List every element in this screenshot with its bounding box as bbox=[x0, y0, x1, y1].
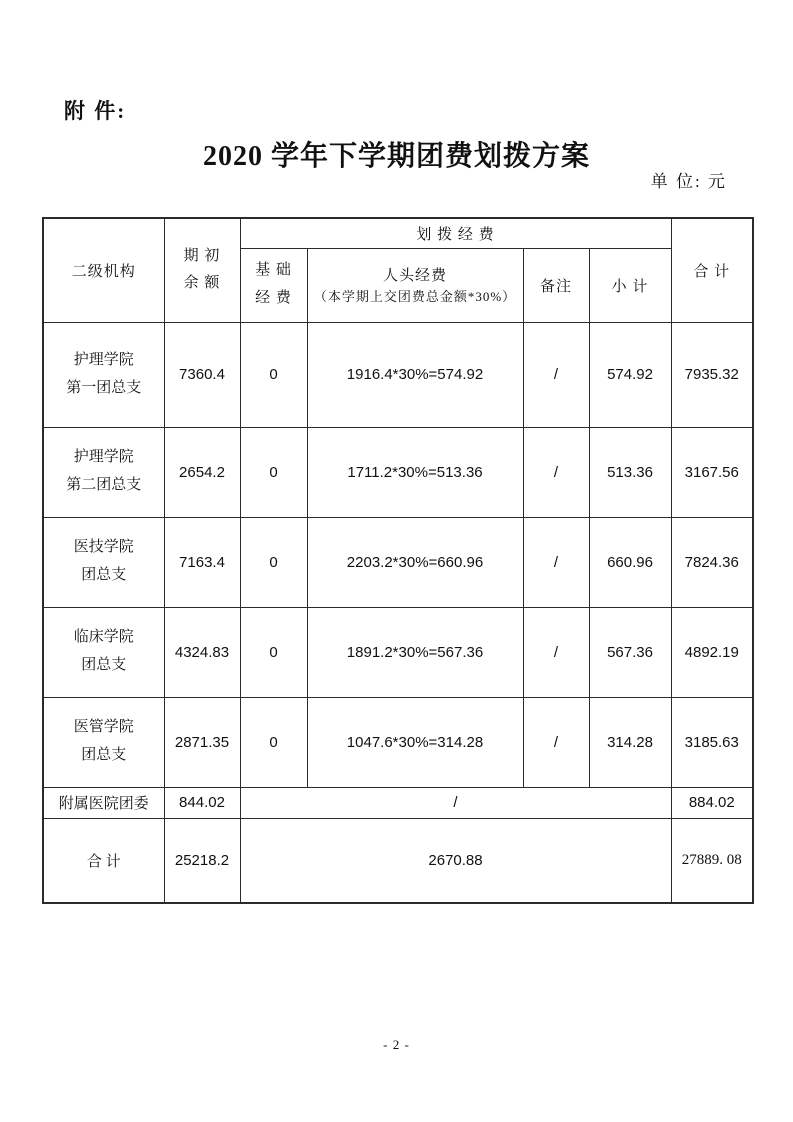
allocated-merged-cell: / bbox=[240, 787, 671, 818]
total-cell: 7824.36 bbox=[671, 517, 753, 607]
header-per-capita-funds bbox=[307, 248, 523, 322]
opening-balance-cell: 2654.2 bbox=[164, 427, 240, 517]
opening-balance-cell: 7360.4 bbox=[164, 322, 240, 427]
total-cell: 4892.19 bbox=[671, 607, 753, 697]
basic-funds-cell: 0 bbox=[240, 427, 307, 517]
opening-balance-cell: 25218.2 bbox=[164, 818, 240, 903]
remarks-cell: / bbox=[523, 322, 589, 427]
total-cell: 27889. 08 bbox=[671, 818, 753, 903]
org-cell bbox=[43, 607, 164, 697]
per-capita-cell: 1711.2*30%=513.36 bbox=[307, 427, 523, 517]
basic-funds-cell: 0 bbox=[240, 517, 307, 607]
remarks-cell: / bbox=[523, 427, 589, 517]
remarks-cell: / bbox=[523, 697, 589, 787]
table-row bbox=[43, 517, 753, 607]
per-capita-cell: 1891.2*30%=567.36 bbox=[307, 607, 523, 697]
header-grand-total: 合 计 bbox=[671, 218, 753, 322]
allocated-merged-cell: 2670.88 bbox=[240, 818, 671, 903]
remarks-cell: / bbox=[523, 607, 589, 697]
subtotal-cell: 314.28 bbox=[589, 697, 671, 787]
org-cell bbox=[43, 517, 164, 607]
remarks-cell: / bbox=[523, 517, 589, 607]
per-capita-cell: 1047.6*30%=314.28 bbox=[307, 697, 523, 787]
header-basic-funds bbox=[240, 248, 307, 322]
opening-balance-cell: 844.02 bbox=[164, 787, 240, 818]
header-subtotal: 小 计 bbox=[589, 248, 671, 322]
org-line1: 医技学院 bbox=[73, 539, 134, 556]
subtotal-cell: 574.92 bbox=[589, 322, 671, 427]
subtotal-cell: 660.96 bbox=[589, 517, 671, 607]
per-capita-cell: 2203.2*30%=660.96 bbox=[307, 517, 523, 607]
total-cell: 884.02 bbox=[671, 787, 753, 818]
subtotal-cell: 513.36 bbox=[589, 427, 671, 517]
unit-label: 单 位: 元 bbox=[650, 172, 727, 191]
total-cell: 3167.56 bbox=[671, 427, 753, 517]
header-remarks: 备注 bbox=[523, 248, 589, 322]
basic-funds-cell: 0 bbox=[240, 322, 307, 427]
page-number: - 2 - bbox=[383, 1037, 410, 1052]
opening-balance-cell: 7163.4 bbox=[164, 517, 240, 607]
header-basic-funds-line2: 经 费 bbox=[255, 290, 292, 306]
header-allocated-funds-group: 划 拨 经 费 bbox=[240, 218, 671, 248]
org-line1: 护理学院 bbox=[73, 449, 134, 466]
org-cell: 合 计 bbox=[43, 818, 164, 903]
per-capita-cell: 1916.4*30%=574.92 bbox=[307, 322, 523, 427]
header-opening-balance bbox=[164, 218, 240, 322]
header-per-capita-line1: 人头经费 bbox=[382, 267, 447, 284]
hospital-row bbox=[43, 787, 753, 818]
org-cell bbox=[43, 322, 164, 427]
header-per-capita-line2: （本学期上交团费总金额*30%） bbox=[313, 288, 517, 304]
total-cell: 3185.63 bbox=[671, 697, 753, 787]
opening-balance-cell: 2871.35 bbox=[164, 697, 240, 787]
page-title: 2020 学年下学期团费划拨方案 bbox=[202, 141, 590, 172]
org-line2: 团总支 bbox=[81, 657, 127, 673]
org-cell: 附属医院团委 bbox=[43, 787, 164, 818]
org-line2: 第二团总支 bbox=[66, 477, 142, 493]
basic-funds-cell: 0 bbox=[240, 607, 307, 697]
header-basic-funds-line1: 基 础 bbox=[255, 262, 292, 279]
opening-balance-cell: 4324.83 bbox=[164, 607, 240, 697]
table-row bbox=[43, 607, 753, 697]
table-row bbox=[43, 322, 753, 427]
header-opening-balance-line2: 余 额 bbox=[183, 275, 221, 292]
total-row bbox=[43, 818, 753, 903]
org-line1: 医管学院 bbox=[73, 719, 134, 736]
table-row bbox=[43, 427, 753, 517]
header-opening-balance-line1: 期 初 bbox=[183, 247, 221, 264]
fee-allocation-table bbox=[42, 217, 754, 904]
total-cell: 7935.32 bbox=[671, 322, 753, 427]
org-line1: 护理学院 bbox=[73, 351, 134, 368]
subtotal-cell: 567.36 bbox=[589, 607, 671, 697]
attachment-label: 附 件: bbox=[64, 99, 127, 123]
basic-funds-cell: 0 bbox=[240, 697, 307, 787]
org-line2: 团总支 bbox=[81, 567, 127, 583]
org-cell bbox=[43, 697, 164, 787]
org-line1: 临床学院 bbox=[73, 629, 134, 646]
table-row bbox=[43, 697, 753, 787]
org-line2: 第一团总支 bbox=[66, 379, 142, 396]
header-org: 二级机构 bbox=[43, 218, 164, 322]
org-line2: 团总支 bbox=[81, 747, 127, 763]
header-row-group bbox=[43, 218, 753, 248]
org-cell bbox=[43, 427, 164, 517]
